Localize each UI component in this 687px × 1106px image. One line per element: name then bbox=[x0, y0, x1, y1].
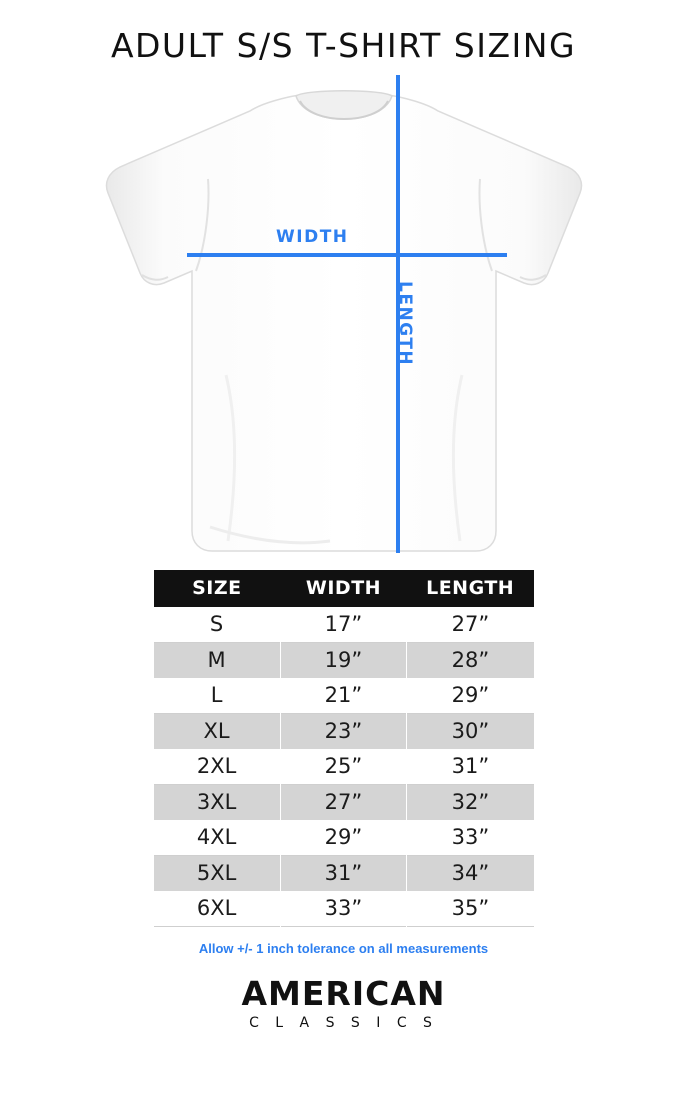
cell-length: 30” bbox=[407, 714, 534, 750]
cell-size: XL bbox=[154, 714, 281, 750]
cell-length: 32” bbox=[407, 785, 534, 821]
column-header-size: SIZE bbox=[154, 570, 281, 607]
cell-size: 2XL bbox=[154, 749, 281, 785]
table-header-row bbox=[154, 570, 534, 607]
width-label: WIDTH bbox=[276, 227, 349, 247]
table-row bbox=[154, 785, 534, 821]
tshirt-illustration bbox=[0, 75, 687, 570]
cell-size: S bbox=[154, 607, 281, 643]
cell-length: 27” bbox=[407, 607, 534, 643]
cell-length: 33” bbox=[407, 820, 534, 856]
cell-length: 35” bbox=[407, 891, 534, 927]
table-row bbox=[154, 678, 534, 714]
table-row bbox=[154, 607, 534, 643]
cell-width: 27” bbox=[280, 785, 407, 821]
cell-length: 28” bbox=[407, 643, 534, 679]
page-title: ADULT S/S T-SHIRT SIZING bbox=[110, 26, 577, 65]
table-row bbox=[154, 643, 534, 679]
cell-size: 3XL bbox=[154, 785, 281, 821]
cell-width: 23” bbox=[280, 714, 407, 750]
cell-width: 33” bbox=[280, 891, 407, 927]
cell-length: 34” bbox=[407, 856, 534, 892]
brand-tagline: C L A S S I C S bbox=[249, 1015, 438, 1031]
table-row bbox=[154, 891, 534, 927]
cell-size: 6XL bbox=[154, 891, 281, 927]
brand-logo bbox=[0, 974, 687, 1031]
table-row bbox=[154, 749, 534, 785]
cell-width: 17” bbox=[280, 607, 407, 643]
cell-length: 29” bbox=[407, 678, 534, 714]
column-header-length: LENGTH bbox=[407, 570, 534, 607]
cell-width: 19” bbox=[280, 643, 407, 679]
table-row bbox=[154, 714, 534, 750]
cell-size: 5XL bbox=[154, 856, 281, 892]
cell-width: 25” bbox=[280, 749, 407, 785]
length-label: LENGTH bbox=[395, 281, 415, 367]
cell-size: L bbox=[154, 678, 281, 714]
table-row bbox=[154, 820, 534, 856]
cell-size: M bbox=[154, 643, 281, 679]
table-row bbox=[154, 856, 534, 892]
column-header-width: WIDTH bbox=[280, 570, 407, 607]
cell-width: 21” bbox=[280, 678, 407, 714]
cell-width: 29” bbox=[280, 820, 407, 856]
width-measure-line bbox=[187, 253, 507, 257]
size-chart-table bbox=[154, 570, 534, 927]
cell-length: 31” bbox=[407, 749, 534, 785]
brand-name: AMERICAN bbox=[241, 974, 446, 1013]
cell-width: 31” bbox=[280, 856, 407, 892]
tolerance-note: Allow +/- 1 inch tolerance on all measurements bbox=[198, 941, 489, 956]
tshirt-diagram bbox=[0, 75, 687, 570]
cell-size: 4XL bbox=[154, 820, 281, 856]
